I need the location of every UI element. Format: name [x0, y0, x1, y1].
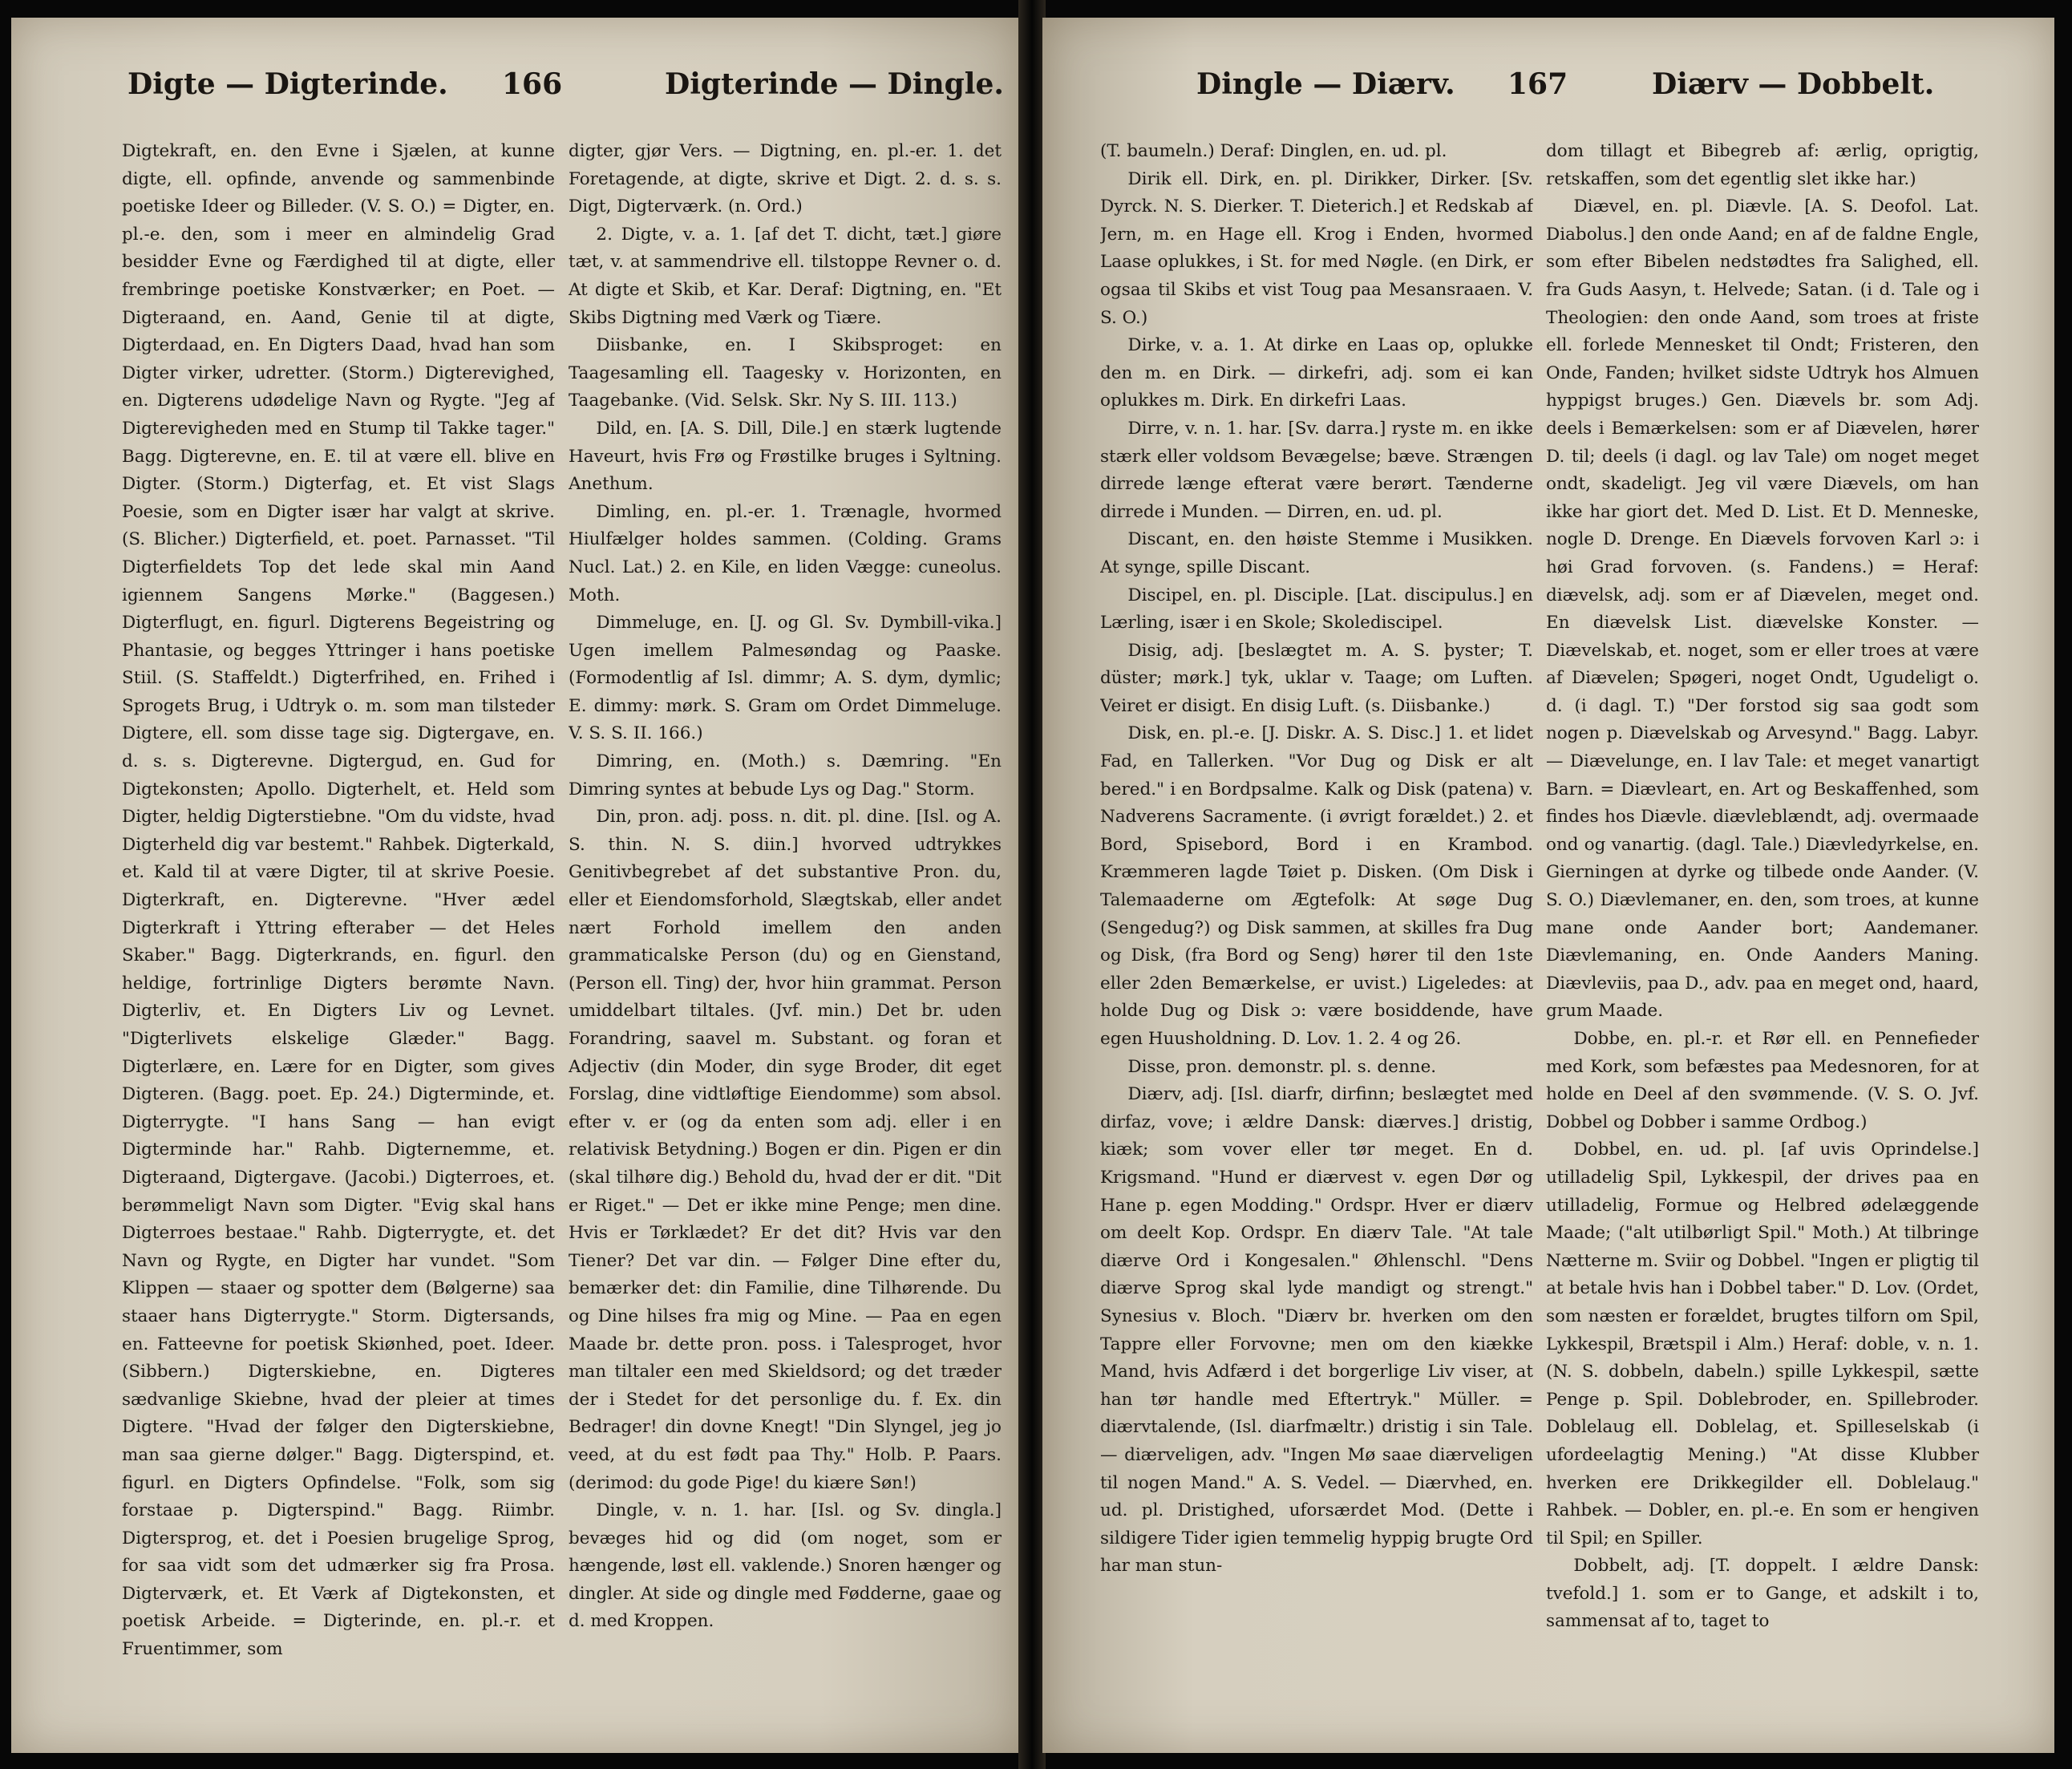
right-header-right: Diærv — Dobbelt.	[1652, 67, 1935, 101]
entry-text: 2. Digte, v. a. 1. [af det T. dicht, tæt.] giøre tæt, v. at sammendrive ell. tilstoppe Revner o. d. At digte et Skib, et Kar. Deraf: Digtning, en. "Et Skibs Digtning med Værk og Tiære.	[569, 224, 1002, 328]
right-header-left: Dingle — Diærv.	[1196, 67, 1455, 101]
right-page-number: 167	[1507, 67, 1568, 101]
entry-text: Dild, en. [A. S. Dill, Dile.] en stærk lugtende Haveurt, hvis Frø og Frøstilke bruges i Syltning. Anethum.	[569, 418, 1002, 495]
entry-text: Dimring, en. (Moth.) s. Dæmring. "En Dimring syntes at bebude Lys og Dag." Storm.	[569, 751, 1002, 799]
entry-text: Disse, pron. demonstr. pl. s. denne.	[1127, 1056, 1437, 1077]
entry-text: Dirke, v. a. 1. At dirke en Laas op, oplukke den m. en Dirk. — dirkefri, adj. som ei kan oplukkes m. Dirk. En dirkefri Laas.	[1100, 335, 1533, 411]
entry-text: Dimling, en. pl.-er. 1. Trænagle, hvormed Hiulfælger holdes sammen. (Colding. Grams Nucl. Lat.) 2. en Kile, en liden Vægge: cuneolus. Moth.	[569, 501, 1002, 605]
entry-text: (T. baumeln.) Deraf: Dinglen, en. ud. pl.	[1100, 141, 1447, 161]
left-page	[11, 18, 1022, 1753]
entry-text: Dingle, v. n. 1. har. [Isl. og Sv. dingla.] bevæges hid og did (om noget, som er hængende, løst ell. vaklende.) Snoren hænger og dingler. At side og dingle med Fødderne, gaae og d. med Kroppen.	[569, 1500, 1002, 1632]
left-column-1	[122, 138, 555, 1710]
entry-text: Diævel, en. pl. Diævle. [A. S. Deofol. Lat. Diabolus.] den onde Aand; en af de faldne Engle, som efter Bibelen nedstødtes fra Salighed, ell. fra Guds Aasyn, t. Helvede; Satan. (i d. Tale og i Theologien: den onde Aand, som troes at friste ell. forlede Mennesket til Ondt; Fristeren, den Onde, Fanden; hvilket sidste Udtryk hos Almuen hyppigst bruges.) Gen. Diævels br. som Adj. deels i Bemærkelsen: som er af Diævelen, hører D. til; deels (i dagl. og lav Tale) om noget meget ondt, skadeligt. Jeg vil være Diævels, om han ikke har giort det. Med D. List. Et D. Menneske, nogle D. Drenge. En Diævels forvoven Karl ɔ: i høi Grad forvoven. (s. Fandens.) = Heraf: diævelsk, adj. som er af Diævelen, meget ond. En diævelsk List. diævelske Konster. — Diævelskab, et. noget, som er eller troes at være af Diævelen; Spøgeri, noget Ondt, Ugudeligt o. d. (i dagl. T.) "Der forstod sig saa godt som nogen p. Diævelskab og Arvesynd." Bagg. Labyr. — Diævelunge, en. I lav Tale: et meget vanartigt Barn. = Diævleart, en. Art og Beskaffenhed, som findes hos Diævle. diævleblændt, adj. overmaade ond og vanartig. (dagl. Tale.) Diævledyrkelse, en. Gierningen at dyrke og tilbede onde Aander. (V. S. O.) Diævlemaner, en. den, som troes, at kunne mane onde Aander bort; Aandemaner. Diævlemaning, en. Onde Aanders Maning. Diævleviis, paa D., adv. paa en meget ond, haard, grum Maade.	[1546, 196, 1979, 1022]
left-page-header	[11, 67, 1022, 115]
entry-text: Dobbelt, adj. [T. doppelt. I ældre Dansk: tvefold.] 1. som er to Gange, et adskilt i to, sammensat af to, taget to	[1546, 1556, 1979, 1632]
entry-text: Dirik ell. Dirk, en. pl. Dirikker, Dirker. [Sv. Dyrck. N. S. Dierker. T. Dieterich.] et Redskab af Jern, m. en Hage ell. Krog i Enden, hvormed Laase oplukkes, i St. for med Nøgle. (en Dirk, er ogsaa til Skibs et vist Toug paa Mesansraaen. V. S. O.)	[1100, 168, 1533, 328]
entry-text: dom tillagt et Bibegreb af: ærlig, oprigtig, retskaffen, som det egentlig slet ikke har.)	[1546, 141, 1979, 189]
entry-text: Diisbanke, en. I Skibsproget: en Taagesamling ell. Taagesky v. Horizonten, en Taagebanke. (Vid. Selsk. Skr. Ny S. III. 113.)	[569, 335, 1002, 411]
entry-text: Digtekraft, en. den Evne i Sjælen, at kunne digte, ell. opfinde, anvende og sammenbinde poetiske Ideer og Billeder. (V. S. O.) = Digter, en. pl.-e. den, som i meer en almindelig Grad besidder Evne og Færdighed til at digte, eller frembringe poetiske Konstværker; en Poet. — Digteraand, en. Aand, Genie til at digte, Digterdaad, en. En Digters Daad, hvad han som Digter virker, udretter. (Storm.) Digterevighed, en. Digterens udødelige Navn og Rygte. "Jeg af Digterevigheden med en Stump til Takke tager." Bagg. Digterevne, en. E. til at være ell. blive en Digter. (Storm.) Digterfag, et. Et vist Slags Poesie, som en Digter især har valgt at skrive. (S. Blicher.) Digterfield, et. poet. Parnasset. "Til Digterfieldets Top det lede skal min Aand igiennem Sangens Mørke." (Baggesen.) Digterflugt, en. figurl. Digterens Begeistring og Phantasie, og begges Yttringer i hans poetiske Stiil. (S. Staffeldt.) Digterfrihed, en. Frihed i Sprogets Brug, i Udtryk o. m. som man tilsteder Digtere, ell. som disse tage sig. Digtergave, en. d. s. s. Digterevne. Digtergud, en. Gud for Digtekonsten; Apollo. Digterhelt, et. Held som Digter, heldig Digterstiebne. "Om du vidste, hvad Digterheld dig var bestemt." Rahbek. Digterkald, et. Kald til at være Digter, til at skrive Poesie. Digterkraft, en. Digterevne. "Hver ædel Digterkraft i Yttring efteraber — det Heles Skaber." Bagg. Digterkrands, en. figurl. den heldige, fortrinlige Digters berømte Navn. Digterliv, et. En Digters Liv og Levnet. "Digterlivets elskelige Glæder." Bagg. Digterlære, en. Lære for en Digter, som gives Digteren. (Bagg. poet. Ep. 24.) Digterminde, et. Digterrygte. "I hans Sang — han evigt Digterminde har." Rahb. Digternemme, et. Digteraand, Digtergave. (Jacobi.) Digterroes, et. berømmeligt Navn som Digter. "Evig skal hans Digterroes bestaae." Rahb. Digterrygte, et. det Navn og Rygte, en Digter har vundet. "Som Klippen — staaer og spotter dem (Bølgerne) saa staaer hans Digterrygte." Storm. Digtersands, en. Fatteevne for poetisk Skiønhed, poet. Ideer. (Sibbern.) Digterskiebne, en. Digteres sædvanlige Skiebne, hvad der pleier at times Digtere. "Hvad der følger den Digterskiebne, man saa gierne dølger." Bagg. Digterspind, et. figurl. en Digters Opfindelse. "Folk, som sig forstaae p. Digterspind." Bagg. Riimbr. Digtersprog, et. det i Poesien brugelige Sprog, for saa vidt som det udmærker sig fra Prosa. Digterværk, et. Et Værk af Digtekonsten, et poetisk Arbeide. = Digterinde, en. pl.-r. et Fruentimmer, som	[122, 141, 555, 1660]
entry-text: Discant, en. den høiste Stemme i Musikken. At synge, spille Discant.	[1100, 529, 1533, 577]
entry-text: Diærv, adj. [Isl. diarfr, dirfinn; beslægtet med dirfaz, vove; i ældre Dansk: diærves.] dristig, kiæk; som vover eller tør meget. En d. Krigsmand. "Hund er diærvest v. egen Dør og Hane p. egen Modding." Ordspr. Hver er diærv om deelt Kop. Ordspr. En diærv Tale. "At tale diærve Ord i Kongesalen." Øhlenschl. "Dens diærve Sprog skal lyde mandigt og strengt." Synesius v. Bloch. "Diærv br. hverken om den Tappre eller Forvovne; men om den kiække Mand, hvis Adfærd i det borgerlige Liv viser, at han tør handle med Eftertryk." Müller. = diærvtalende, (Isl. diarfmæltr.) dristig i sin Tale. — diærveligen, adv. "Ingen Mø saae diærveligen til nogen Mand." A. S. Vedel. — Diærvhed, en. ud. pl. Dristighed, uforsærdet Mod. (Dette i sildigere Tider igien temmelig hyppig brugte Ord har man stun-	[1100, 1084, 1533, 1577]
right-column-2	[1546, 138, 1979, 1710]
left-header-right: Digterinde — Dingle.	[665, 67, 1004, 101]
entry-text: Din, pron. adj. poss. n. dit. pl. dine. [Isl. og A. S. thin. N. S. diin.] hvorved udtrykkes Genitivbegrebet af det substantive Pron. du, eller et Eiendomsforhold, Slægtskab, eller andet nært Forhold imellem den anden grammaticalske Person (du) og en Gienstand, (Person ell. Ting) der, hvor hiin grammat. Person umiddelbart tiltales. (Jvf. min.) Det br. uden Forandring, saavel m. Substant. og foran et Adjectiv (din Moder, din syge Broder, dit eget Forslag, dine vidtløftige Eiendomme) som absol. efter v. er (og da enten som adj. eller i en relativisk Betydning.) Bogen er din. Pigen er din (skal tilhøre dig.) Behold du, hvad der er dit. "Dit er Riget." — Det er ikke mine Penge; men dine. Hvis er Tørklædet? Er det dit? Hvis var den Tiener? Det var din. — Følger Dine efter du, bemærker det: din Familie, dine Tilhørende. Du og Dine hilses fra mig og Mine. — Paa en egen Maade br. dette pron. poss. i Talesproget, hvor man tiltaler een med Skieldsord; og det træder der i Stedet for det personlige du. f. Ex. din Bedrager! din dovne Knegt! "Din Slyngel, jeg jo veed, at du est født paa Thy." Holb. P. Paars. (derimod: du gode Pige! du kiære Søn!)	[569, 807, 1002, 1493]
entry-text: Dirre, v. n. 1. har. [Sv. darra.] ryste m. en ikke stærk eller voldsom Bevægelse; bæve. Strængen dirrede længe efterat være berørt. Tænderne dirrede i Munden. — Dirren, en. ud. pl.	[1100, 418, 1533, 522]
left-page-number: 166	[502, 67, 563, 101]
entry-text: digter, gjør Vers. — Digtning, en. pl.-er. 1. det Foretagende, at digte, skrive et Digt. 2. d. s. s. Digt, Digterværk. (n. Ord.)	[569, 141, 1002, 217]
right-page	[1042, 18, 2054, 1753]
right-page-header	[1042, 67, 2054, 115]
entry-text: Disig, adj. [beslægtet m. A. S. þyster; T. düster; mørk.] tyk, uklar v. Taage; om Luften. Veiret er disigt. En disig Luft. (s. Diisbanke.)	[1100, 640, 1533, 716]
book-gutter	[1018, 0, 1046, 1769]
entry-text: Dobbe, en. pl.-r. et Rør ell. en Pennefieder med Kork, som befæstes paa Medesnoren, for at holde en Deel af den svømmende. (V. S. O. Jvf. Dobbel og Dobber i samme Ordbog.)	[1546, 1029, 1979, 1132]
entry-text: Discipel, en. pl. Disciple. [Lat. discipulus.] en Lærling, især i en Skole; Skolediscipel.	[1100, 585, 1533, 634]
entry-text: Dobbel, en. ud. pl. [af uvis Oprindelse.] utilladelig Spil, Lykkespil, der drives paa en utilladelig, Formue og Helbred ødelæggende Maade; ("alt utilbørligt Spil." Moth.) At tilbringe Nætterne m. Sviir og Dobbel. "Ingen er pligtig til at betale hvis han i Dobbel taber." D. Lov. (Ordet, som næsten er forældet, brugtes tilforn om Spil, Lykkespil, Brætspil i Alm.) Heraf: doble, v. n. 1. (N. S. dobbeln, dabeln.) spille Lykkespil, sætte Penge p. Spil. Doblebroder, en. Spillebroder. Doblelaug ell. Doblelag, et. Spilleselskab (i ufordeelagtig Mening.) "At disse Klubber hverken ere Drikkegilder ell. Doblelaug." Rahbek. — Dobler, en. pl.-e. En som er hengiven til Spil; en Spiller.	[1546, 1140, 1979, 1548]
left-header-left: Digte — Digterinde.	[127, 67, 448, 101]
entry-text: Dimmeluge, en. [J. og Gl. Sv. Dymbill-vika.] Ugen imellem Palmesøndag og Paaske. (Formodentlig af Isl. dimmr; A. S. dym, dymlic; E. dimmy: mørk. S. Gram om Ordet Dimmeluge. V. S. S. II. 166.)	[569, 613, 1002, 744]
entry-text: Disk, en. pl.-e. [J. Diskr. A. S. Disc.] 1. et lidet Fad, en Tallerken. "Vor Dug og Disk er alt bered." i en Bordpsalme. Kalk og Disk (patena) v. Nadverens Sacramente. (i øvrigt forældet.) 2. et Bord, Spisebord, Bord i en Krambod. Kræmmeren lagde Tøiet p. Disken. (Om Disk i Talemaaderne om Ægtefolk: At søge Dug (Sengedug?) og Disk sammen, at skilles fra Dug og Disk, (fra Bord og Seng) hører til den 1ste eller 2den Bemærkelse, er uvist.) Ligeledes: at holde Dug og Disk ɔ: være bosiddende, have egen Huusholdning. D. Lov. 1. 2. 4 og 26.	[1100, 723, 1533, 1049]
right-column-1	[1100, 138, 1533, 1710]
left-column-2	[569, 138, 1002, 1710]
